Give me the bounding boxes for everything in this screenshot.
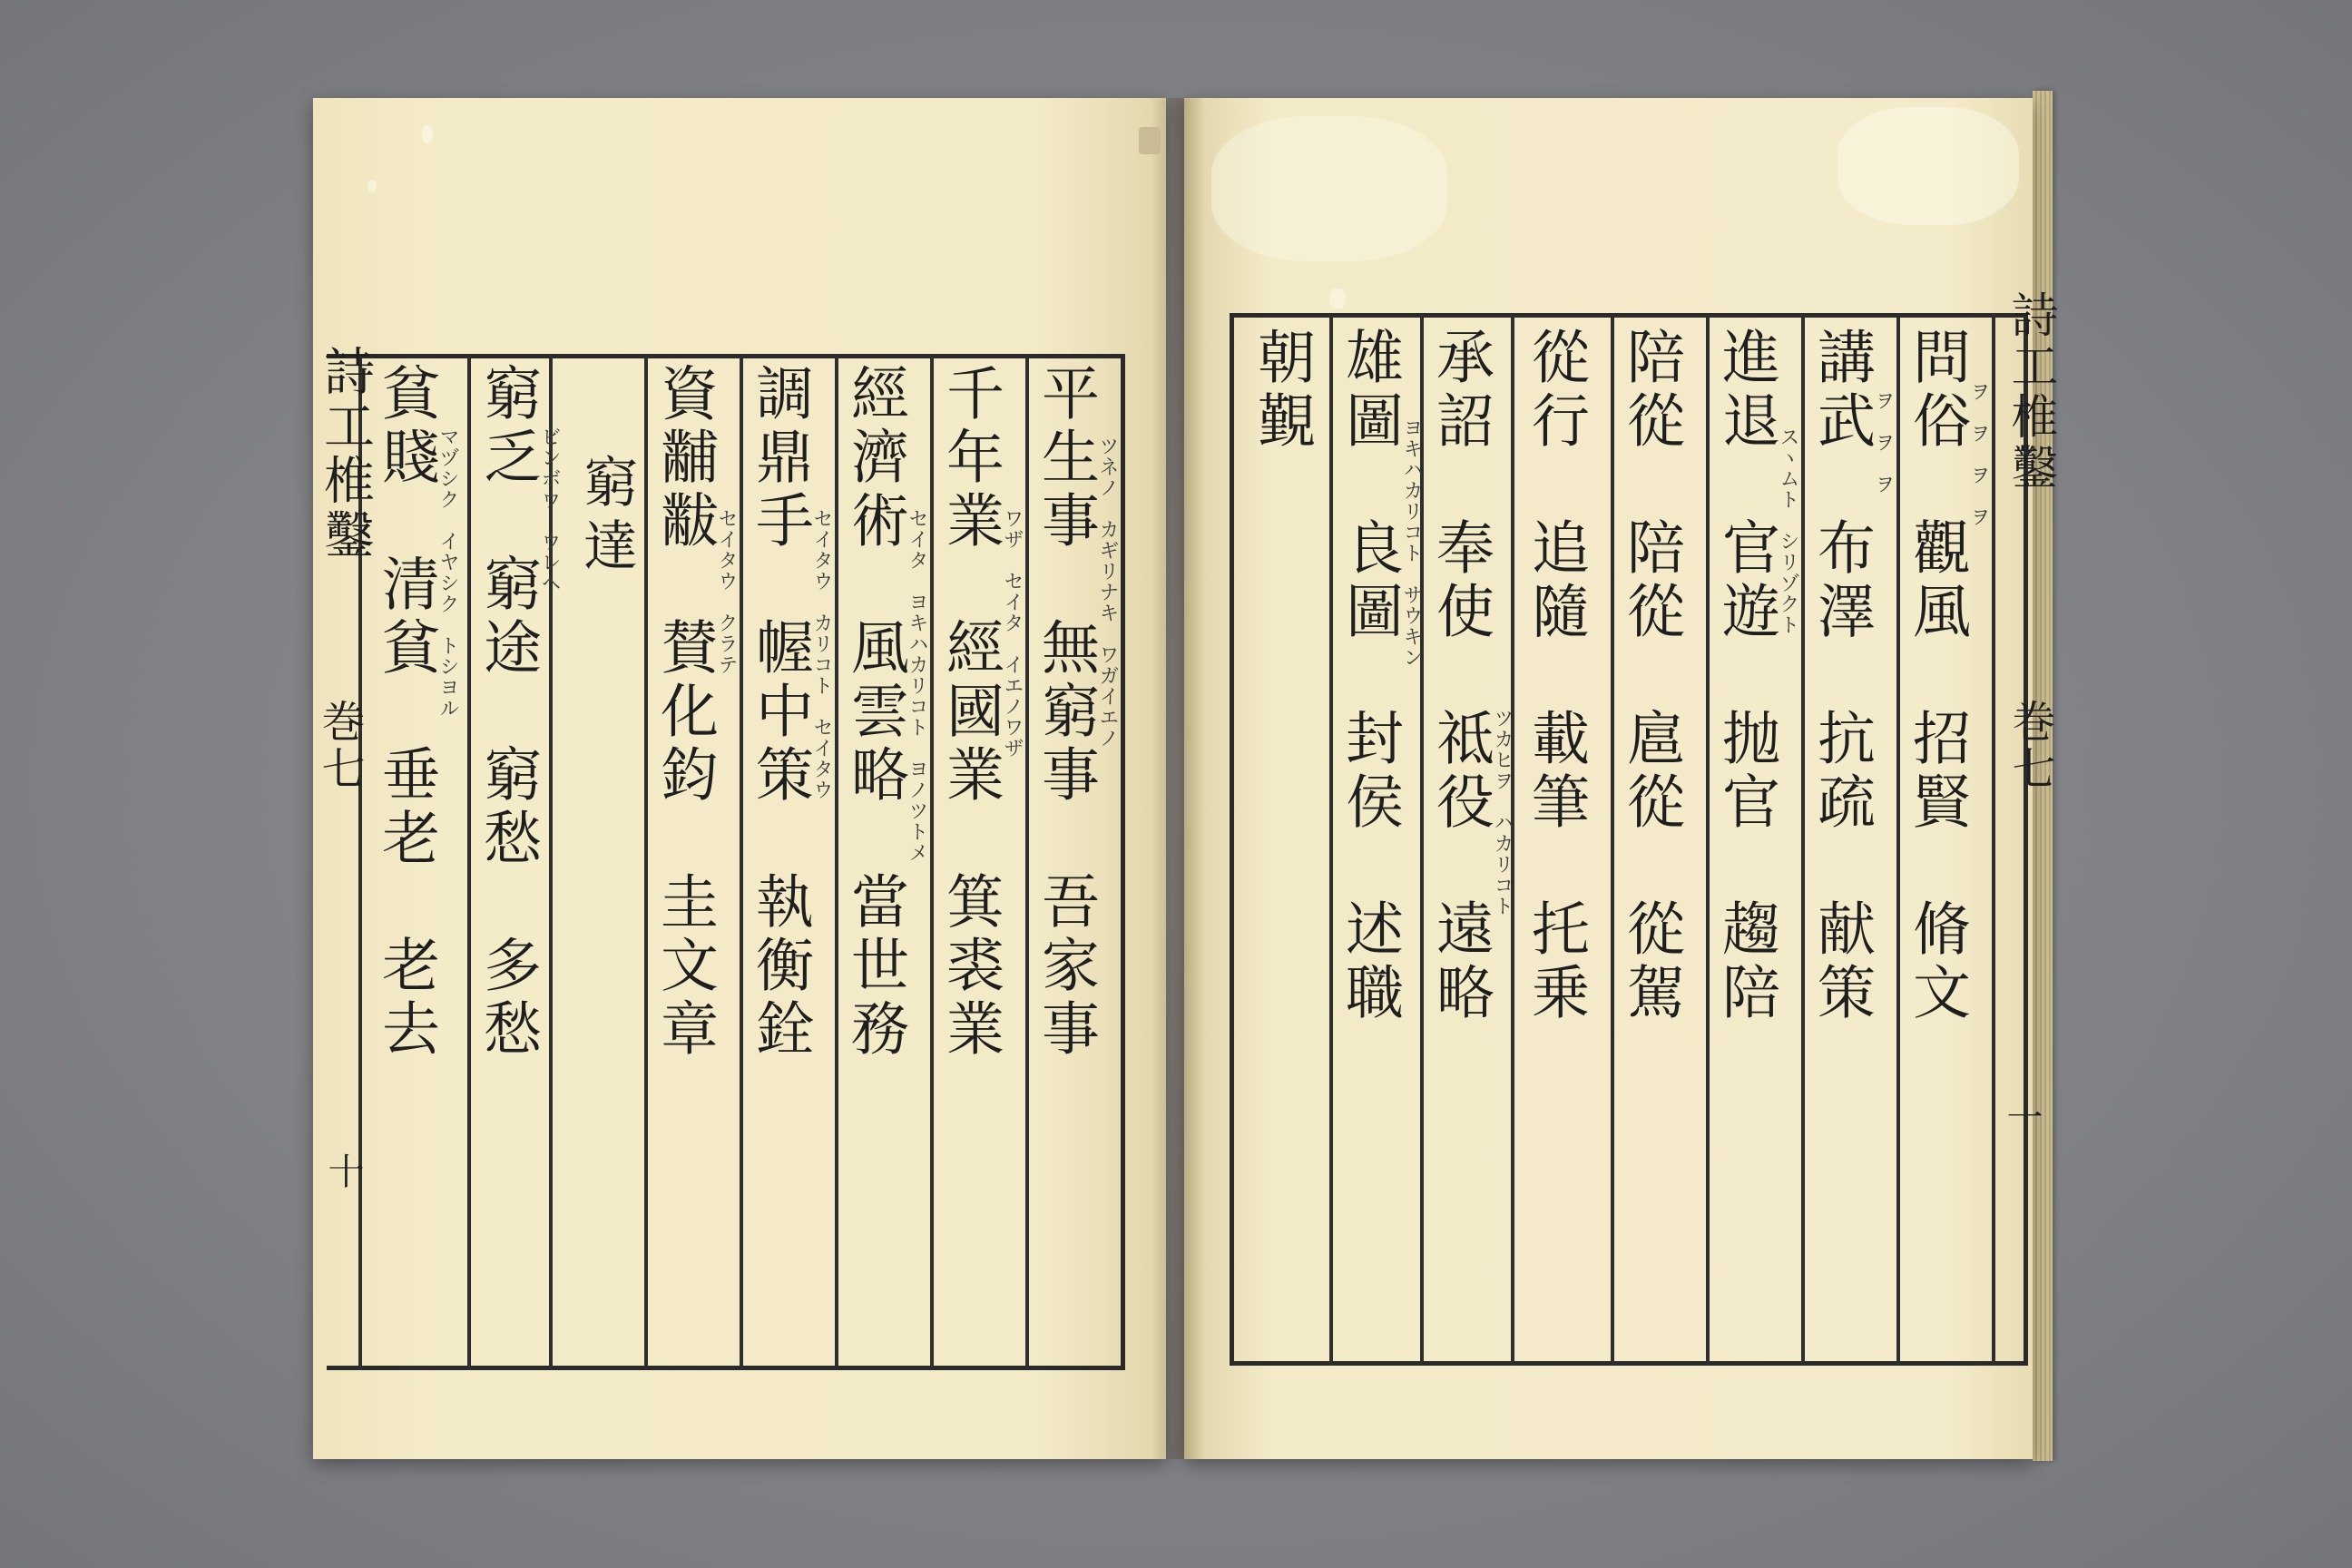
right-gloss-2: ヲ ヲ ヲ <box>1872 390 1895 495</box>
left-gloss-1: ツネノ カギリナキ ワガイエノ <box>1096 436 1119 749</box>
right-gloss-7: ヨキハカリコト サウキン <box>1400 417 1423 668</box>
right-page-number: 一 <box>2001 1098 2043 1134</box>
left-gloss-4: セイタウ カリコト セイタウ <box>810 508 833 800</box>
left-gloss-5: セイタウ クラテ <box>715 508 738 675</box>
left-column-1: 平生事 無窮事 吾家事 <box>1032 363 1099 1062</box>
right-column-3: 進退 官遊 抛官 趨陪 <box>1712 327 1779 1025</box>
left-gloss-7: ビンボウ ウレヘ <box>538 426 561 593</box>
left-column-3: 經濟術 風雲略 當世務 <box>841 363 908 1062</box>
right-gloss-6: ツカヒヲ ハカリコト <box>1491 708 1514 916</box>
right-gloss-1: ヲ ヲ ヲ ヲ <box>1967 381 1990 527</box>
right-column-1: 問俗 觀風 招賢 脩文 <box>1903 327 1970 1025</box>
section-heading: 窮達 <box>574 454 638 581</box>
left-volume-label: 巻七 <box>314 699 365 793</box>
right-column-5: 從行 追隨 載筆 托乗 <box>1522 327 1589 1025</box>
left-column-8: 貧賤 清貧 垂老 老去 <box>372 363 439 1062</box>
right-column-2: 講武 布澤 抗疏 献策 <box>1808 327 1875 1025</box>
left-gloss-8: マヅシク イヤシク トシヨル <box>436 426 459 719</box>
right-volume-label: 巻七 <box>2004 699 2055 793</box>
right-column-7: 雄圖 良圖 封侯 述職 <box>1336 327 1403 1025</box>
binding-thread <box>1139 127 1161 154</box>
left-page-number: 十 <box>322 1152 364 1189</box>
right-gloss-3: スヽムト シリゾクト <box>1777 426 1799 635</box>
left-gloss-2: ワザ セイタ イエノワザ <box>1001 508 1024 759</box>
gutter-shadow <box>1151 98 1205 1459</box>
right-margin-title: 詩工椎鑿 <box>2003 290 2057 494</box>
left-column-2: 千年業 經國業 箕裘業 <box>936 363 1004 1062</box>
right-column-6: 承詔 奉使 祗役 遠略 <box>1426 327 1494 1025</box>
right-column-8: 朝覲 <box>1248 327 1315 454</box>
left-margin-title: 詩工椎鑿 <box>316 345 375 563</box>
left-column-4: 調鼎手 幄中策 執衡銓 <box>746 363 813 1062</box>
left-gloss-3: セイタ ヨキハカリコト ヨノツトメ <box>906 508 928 863</box>
left-column-7: 窮乏 窮途 窮愁 多愁 <box>474 363 541 1062</box>
right-column-4: 陪從 陪從 扈從 從駕 <box>1617 327 1684 1025</box>
left-column-5: 資黼黻 賛化鈞 圭文章 <box>651 363 718 1062</box>
